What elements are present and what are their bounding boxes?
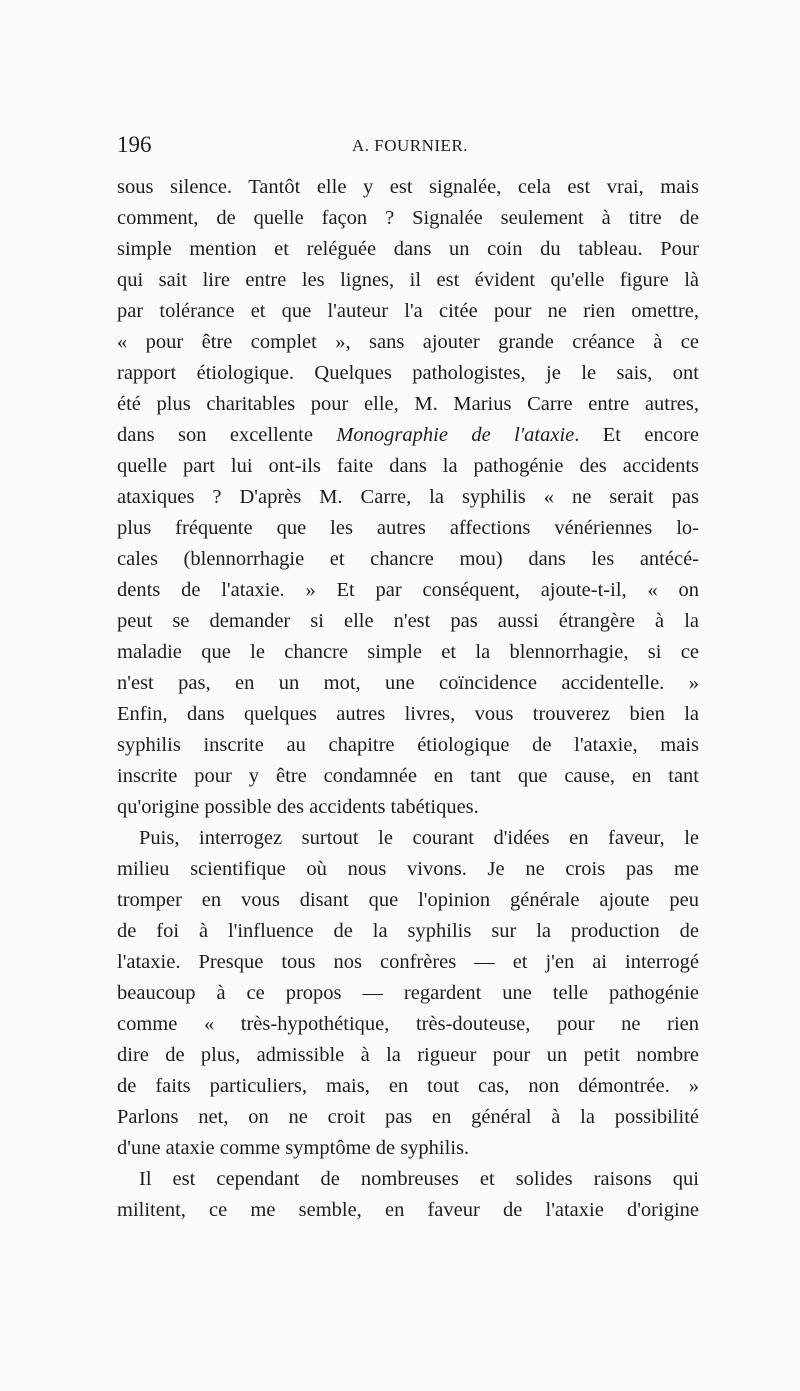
- text-line: comme « très-hypothétique, très-douteuse, pour ne rien: [117, 1013, 699, 1035]
- text-line: maladie que le chancre simple et la blennorrhagie, si ce: [117, 641, 699, 663]
- text-line: « pour être complet », sans ajouter grande créance à ce: [117, 331, 699, 353]
- text-line: quelle part lui ont-ils faite dans la pathogénie des accidents: [117, 455, 699, 477]
- text-line: milieu scientifique où nous vivons. Je ne crois pas me: [117, 858, 699, 880]
- text-line: beaucoup à ce propos — regardent une telle pathogénie: [117, 982, 699, 1004]
- text-line: Puis, interrogez surtout le courant d'idées en faveur, le: [139, 827, 699, 849]
- text-line: [117, 420, 699, 451]
- text-line: d'une ataxie comme symptôme de syphilis.: [117, 1137, 470, 1159]
- text-line: Parlons net, on ne croit pas en général à la possibilité: [117, 1106, 699, 1128]
- italic-title: Monographie de l'ataxie: [336, 424, 575, 446]
- text-line: été plus charitables pour elle, M. Marius Carre entre autres,: [117, 393, 699, 415]
- text-line: qu'origine possible des accidents tabétiques.: [117, 796, 479, 818]
- text-line-segment: dans son excellente: [117, 424, 337, 446]
- text-line: peut se demander si elle n'est pas aussi étrangère à la: [117, 610, 699, 632]
- text-line: Il est cependant de nombreuses et solides raisons qui: [139, 1168, 699, 1190]
- text-line: Enfin, dans quelques autres livres, vous trouverez bien la: [117, 703, 699, 725]
- text-line: par tolérance et que l'auteur l'a citée pour ne rien omettre,: [117, 300, 699, 322]
- text-line: dents de l'ataxie. » Et par conséquent, ajoute-t-il, « on: [117, 579, 699, 601]
- running-title: A. FOURNIER.: [352, 136, 469, 155]
- page-number: 196: [117, 132, 152, 157]
- running-head: [117, 129, 699, 161]
- text-line: de faits particuliers, mais, en tout cas, non démontrée. »: [117, 1075, 699, 1097]
- text-line: plus fréquente que les autres affections vénériennes lo-: [117, 517, 699, 539]
- text-line: n'est pas, en un mot, une coïncidence accidentelle. »: [117, 672, 699, 694]
- body-text: [117, 172, 699, 1226]
- text-line: l'ataxie. Presque tous nos confrères — et j'en ai interrogé: [117, 951, 699, 973]
- text-line: militent, ce me semble, en faveur de l'ataxie d'origine: [117, 1199, 699, 1221]
- text-line-segment: . Et encore: [574, 424, 700, 446]
- text-line: syphilis inscrite au chapitre étiologique de l'ataxie, mais: [117, 734, 699, 756]
- text-line: ataxiques ? D'après M. Carre, la syphilis « ne serait pas: [117, 486, 699, 508]
- text-line: dire de plus, admissible à la rigueur pour un petit nombre: [117, 1044, 699, 1066]
- text-line: comment, de quelle façon ? Signalée seulement à titre de: [117, 207, 699, 229]
- text-line: simple mention et reléguée dans un coin du tableau. Pour: [117, 238, 699, 260]
- text-line: cales (blennorrhagie et chancre mou) dans les antécé-: [117, 548, 699, 570]
- text-line: inscrite pour y être condamnée en tant que cause, en tant: [117, 765, 699, 787]
- text-line: qui sait lire entre les lignes, il est évident qu'elle figure là: [117, 269, 699, 291]
- text-line: de foi à l'influence de la syphilis sur la production de: [117, 920, 699, 942]
- text-line: tromper en vous disant que l'opinion générale ajoute peu: [117, 889, 699, 911]
- text-line: rapport étiologique. Quelques pathologistes, je le sais, ont: [117, 362, 699, 384]
- text-line: sous silence. Tantôt elle y est signalée, cela est vrai, mais: [117, 176, 699, 198]
